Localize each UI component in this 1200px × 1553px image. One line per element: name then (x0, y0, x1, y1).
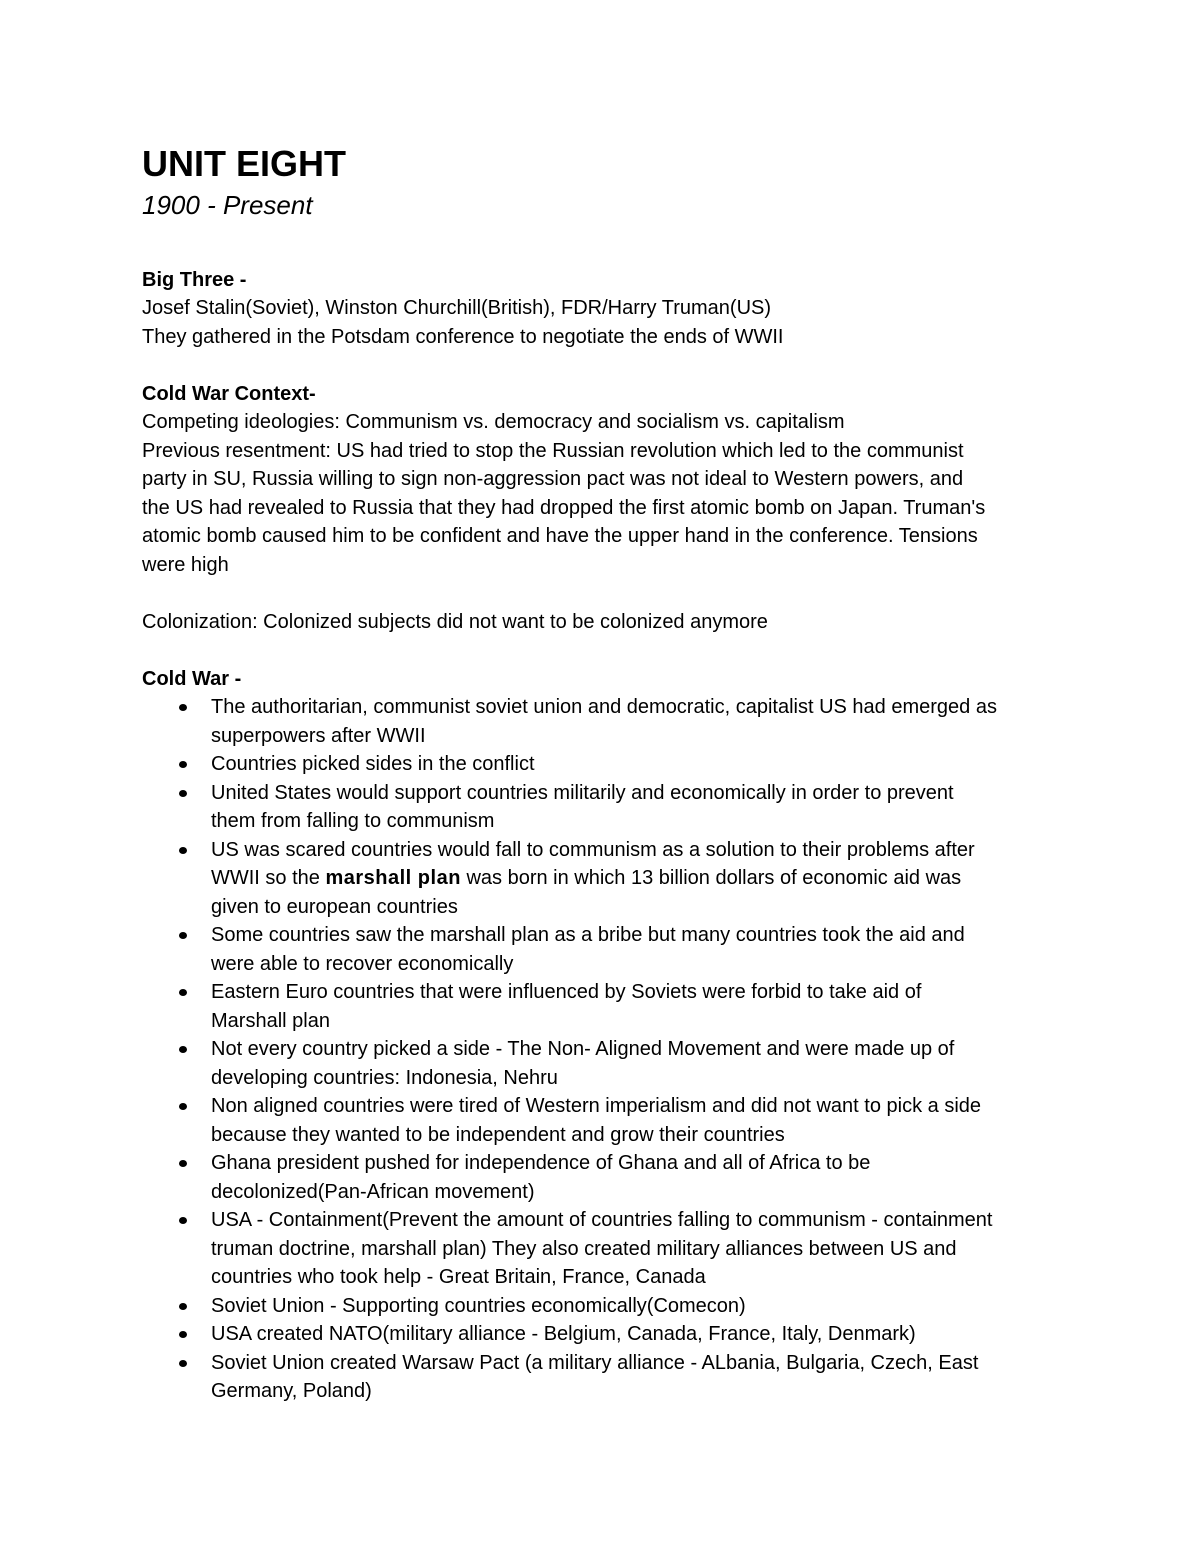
bullet-icon (179, 1331, 187, 1338)
bullet-line: US was scared countries would fall to communism as a solution to their problems after (211, 838, 975, 861)
colonization-text: Colonization: Colonized subjects did not want to be colonized anymore (142, 610, 768, 633)
bullet-line: decolonized(Pan-African movement) (211, 1180, 535, 1203)
bullet-line: Countries picked sides in the conflict (211, 753, 535, 775)
resentment-line: atomic bomb caused him to be confident and have the upper hand in the conference. Tensions (142, 525, 978, 547)
list-item (142, 693, 1072, 750)
resentment-line: were high (142, 553, 229, 576)
bullet-line: The authoritarian, communist soviet union and democratic, capitalist US had emerged as (211, 696, 997, 718)
bullet-line-marshall (211, 864, 1072, 893)
list-item (142, 836, 1072, 922)
cold-war-context-heading: Cold War Context- (142, 382, 316, 405)
big-three-line: Josef Stalin(Soviet), Winston Churchill(British), FDR/Harry Truman(US) (142, 297, 772, 319)
big-three-line: They gathered in the Potsdam conference to negotiate the ends of WWII (142, 325, 784, 348)
cold-war-heading: Cold War - (142, 667, 242, 690)
bullet-icon (179, 932, 187, 939)
page-subtitle: 1900 - Present (142, 190, 313, 220)
bullet-line: Soviet Union created Warsaw Pact (a military alliance - ALbania, Bulgaria, Czech, East (211, 1351, 979, 1374)
list-item (142, 1320, 1072, 1349)
bullet-line: USA created NATO(military alliance - Belgium, Canada, France, Italy, Denmark) (211, 1323, 916, 1345)
list-item (142, 779, 1072, 836)
list-item (142, 1149, 1072, 1206)
list-item (142, 1349, 1072, 1406)
bullet-line: Some countries saw the marshall plan as a bribe but many countries took the aid and (211, 924, 965, 946)
bullet-icon (179, 790, 187, 797)
cold-war-bullet-list (142, 693, 1072, 1406)
competing-ideologies-text: Competing ideologies: Communism vs. democracy and socialism vs. capitalism (142, 411, 845, 433)
bullet-icon (179, 847, 187, 854)
bullet-icon (179, 1217, 187, 1224)
bullet-line: developing countries: Indonesia, Nehru (211, 1066, 558, 1089)
bullet-line: Not every country picked a side - The Non- Aligned Movement and were made up of (211, 1038, 955, 1060)
bullet-icon (179, 1103, 187, 1110)
bullet-line: superpowers after WWII (211, 724, 426, 747)
bullet-icon (179, 761, 187, 768)
big-three-heading: Big Three - (142, 268, 247, 291)
document-page (142, 141, 1072, 1406)
bullet-icon (179, 989, 187, 996)
resentment-line: Previous resentment: US had tried to stop the Russian revolution which led to the communist (142, 439, 964, 462)
list-item (142, 1035, 1072, 1092)
resentment-line: the US had revealed to Russia that they had dropped the first atomic bomb on Japan. Truman's (142, 496, 986, 519)
bullet-line: Germany, Poland) (211, 1380, 372, 1402)
page-title: UNIT EIGHT (142, 143, 346, 184)
bullet-line: them from falling to communism (211, 810, 495, 832)
bullet-line: because they wanted to be independent and grow their countries (211, 1123, 785, 1146)
bullet-icon (179, 1046, 187, 1053)
bullet-line: United States would support countries militarily and economically in order to prevent (211, 781, 954, 804)
bullet-line: countries who took help - Great Britain, France, Canada (211, 1266, 706, 1288)
bullet-line: USA - Containment(Prevent the amount of countries falling to communism - containment (211, 1209, 993, 1231)
marshall-text-before: WWII so the (211, 867, 326, 889)
bullet-icon (179, 704, 187, 711)
bullet-line: Eastern Euro countries that were influenced by Soviets were forbid to take aid of (211, 981, 922, 1003)
list-item (142, 921, 1072, 978)
bullet-line: Non aligned countries were tired of Western imperialism and did not want to pick a side (211, 1095, 982, 1117)
bullet-line: were able to recover economically (211, 952, 514, 975)
list-item (142, 1092, 1072, 1149)
bullet-line: Ghana president pushed for independence of Ghana and all of Africa to be (211, 1152, 871, 1174)
resentment-line: party in SU, Russia willing to sign non-aggression pact was not ideal to Western powers, and (142, 468, 964, 490)
list-item (142, 1206, 1072, 1292)
list-item (142, 1292, 1072, 1321)
bullet-icon (179, 1360, 187, 1367)
list-item (142, 750, 1072, 779)
list-item (142, 978, 1072, 1035)
bullet-icon (179, 1160, 187, 1167)
bullet-line: Soviet Union - Supporting countries economically(Comecon) (211, 1294, 746, 1317)
bullet-line: truman doctrine, marshall plan) They also created military alliances between US and (211, 1237, 957, 1260)
bullet-line: given to european countries (211, 895, 458, 918)
bullet-line: Marshall plan (211, 1009, 330, 1032)
marshall-text-after: was born in which 13 billion dollars of economic aid was (460, 867, 962, 889)
marshall-plan-term: marshall plan (325, 867, 461, 889)
bullet-icon (179, 1303, 187, 1310)
